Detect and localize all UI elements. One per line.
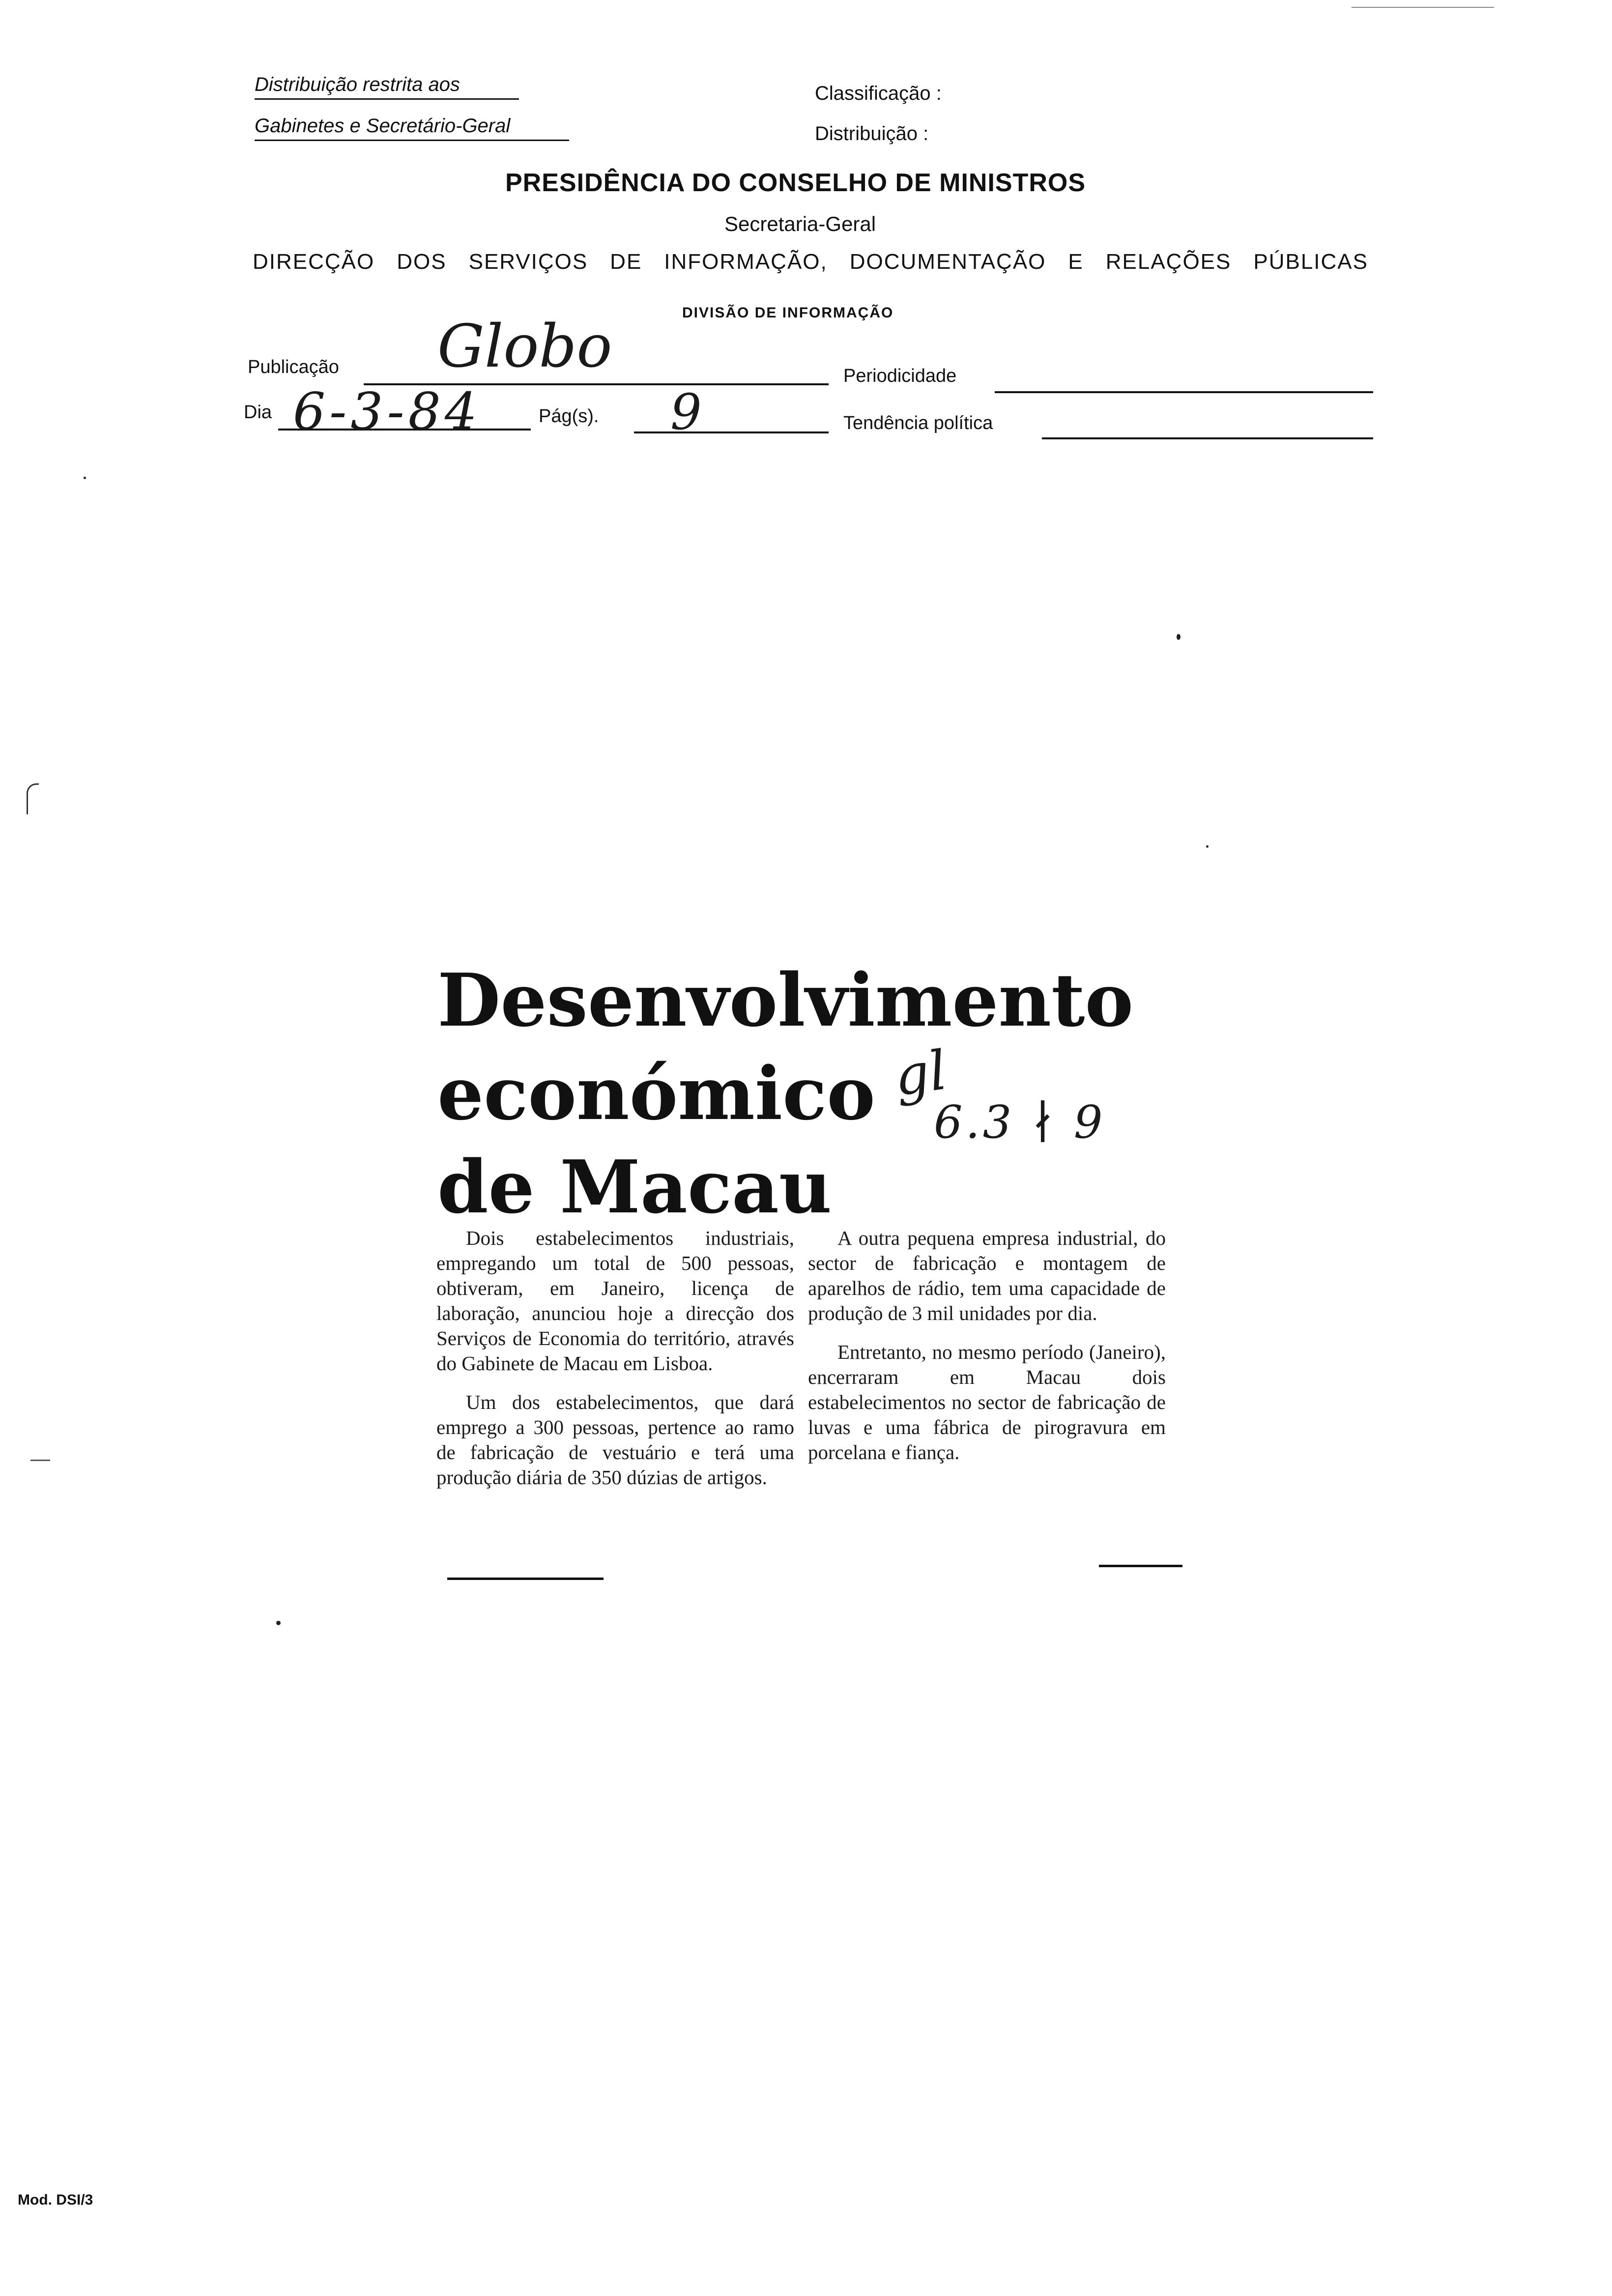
pags-label: Pág(s). — [539, 406, 599, 427]
article-column-2 — [808, 1226, 1166, 1465]
handwritten-note-2: 6.3 ∤ 9 — [934, 1096, 1106, 1148]
handwritten-note-1: gl — [890, 1038, 951, 1108]
form-code: Mod. DSI/3 — [18, 2192, 93, 2208]
distribution-line-1: Distribuição restrita aos — [255, 74, 460, 95]
column-2-paragraph-2: Entretanto, no mesmo período (Janeiro), encerraram em Macau dois estabelecimentos no sector de fabricação de luvas e uma fábrica de pirogravura em porcelana e fiança. — [808, 1341, 1166, 1464]
article-column-1 — [436, 1226, 794, 1490]
column-1-end-rule — [447, 1578, 604, 1580]
scan-mark — [27, 783, 39, 814]
distribution-line-2: Gabinetes e Secretário-Geral — [255, 115, 511, 137]
headline-line-2: económico — [437, 1051, 875, 1136]
column-1-paragraph-2: Um dos estabelecimentos, que dará emprego a 300 pessoas, pertence ao ramo de fabricação de vestuário e terá uma produção diária de 350 dúzias de artigos. — [436, 1391, 794, 1489]
page-subtitle: Secretaria-Geral — [724, 212, 876, 235]
classificacao-label: Classificação : — [815, 83, 942, 104]
scan-mark — [30, 1460, 50, 1461]
periodicidade-label: Periodicidade — [843, 366, 957, 386]
pags-value: 9 — [670, 383, 702, 441]
article-headline — [437, 953, 1133, 1234]
scan-speck — [276, 1621, 281, 1625]
dia-value: 6-3-84 — [293, 381, 481, 441]
column-1-paragraph-1: Dois estabelecimentos industriais, empregando um total de 500 pessoas, obtiveram, em Janeiro, licença de laboração, anunciou hoje a direcção dos Serviços de Economia do território, através do Gabinete de Macau em Lisboa. — [436, 1227, 794, 1375]
tendencia-line — [1042, 437, 1373, 439]
column-2-end-rule — [1099, 1565, 1182, 1567]
page-title: PRESIDÊNCIA DO CONSELHO DE MINISTROS — [505, 169, 1086, 197]
directorate-line: DIRECÇÃO DOS SERVIÇOS DE INFORMAÇÃO, DOCUMENTAÇÃO E RELAÇÕES PÚBLICAS — [253, 250, 1368, 274]
distribution-underline-2 — [255, 140, 569, 141]
periodicidade-line — [995, 391, 1373, 393]
distribuicao-label: Distribuição : — [815, 123, 929, 144]
column-2-paragraph-1: A outra pequena empresa industrial, do sector de fabricação e montagem de aparelhos de rádio, tem uma capacidade de produção de 3 mil unidades por dia. — [808, 1227, 1166, 1324]
division-line: DIVISÃO DE INFORMAÇÃO — [682, 305, 894, 321]
publicacao-value: Globo — [437, 313, 612, 381]
pags-line — [634, 431, 829, 433]
publicacao-label: Publicação — [248, 357, 339, 377]
scan-speck — [1206, 845, 1209, 848]
scan-speck — [1177, 634, 1180, 640]
scan-mark — [1352, 7, 1494, 8]
tendencia-label: Tendência política — [843, 413, 993, 433]
dia-label: Dia — [244, 402, 272, 423]
headline-line-3: de Macau — [437, 1144, 832, 1230]
distribution-underline-1 — [255, 98, 519, 100]
scan-speck — [84, 477, 86, 479]
headline-line-1: Desenvolvimento — [437, 957, 1134, 1043]
